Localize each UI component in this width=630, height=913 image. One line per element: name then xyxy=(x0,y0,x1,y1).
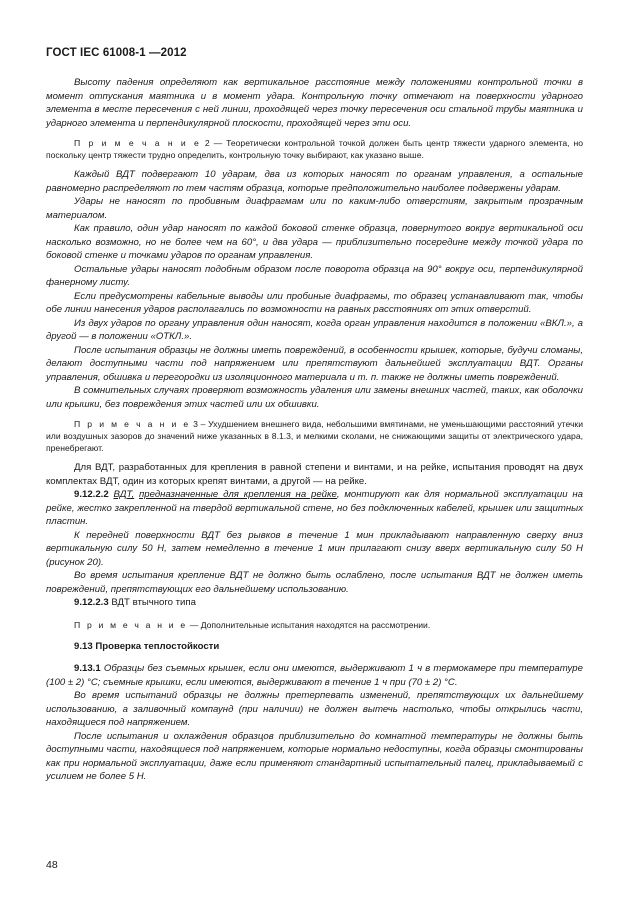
section-title: ВДТ втычного типа xyxy=(111,597,196,608)
section-text: Образцы без съемных крышек, если они имеются, выдерживают 1 ч в термокамере при температуре (100 ± 2) °С; съемные крышки, если имеются, выдерживают в течение 1 ч при (70 ± 2) °С. xyxy=(46,663,583,688)
section-9-12-2-3 xyxy=(46,596,583,610)
section-number: 9.13.1 xyxy=(74,663,101,674)
note-4-text: — Дополнительные испытания находятся на рассмотрении. xyxy=(189,619,431,630)
page-number: 48 xyxy=(46,859,58,871)
note-3 xyxy=(46,418,583,454)
note-3-label: П р и м е ч а н и е xyxy=(74,419,191,429)
paragraph-after-cooling: После испытания и охлаждения образцов приблизительно до комнатной температуры не должны быть доступными части, находящиеся под напряжением, которые нормально недоступны, когда образцы смонтированы как при нормальной эксплуатации, даже если применяют стандартный испытательный палец, прикладываемый с усилием не более 5 Н. xyxy=(46,730,583,782)
paragraph-vertical-force: К передней поверхности ВДТ без рывков в течение 1 мин прикладывают направленную сверху вниз вертикальную силу 50 Н, затем немедленно в течение 1 мин прилагают снизу вверх вертикальную силу 50 Н (рисунок 20). xyxy=(46,529,583,568)
section-number: 9.12.2.3 xyxy=(74,597,109,608)
section-rest: , монтируют как для нормальной эксплуатации на рейке, жестко закрепленной на твердой вертикальной стене, но без подключенных кабелей, крышек или защитных пластин. xyxy=(46,489,583,527)
paragraph-no-knockouts: Удары не наносят по пробивным диафрагмам или по каким-либо отверстиям, закрытым прозрачным материалом. xyxy=(46,196,583,221)
paragraph-ten-impacts: Каждый ВДТ подвергают 10 ударам, два из которых наносят по органам управления, а остальные равномерно распределяют по тем частям образца, которые предположительно наиболее подвержены ударам. xyxy=(46,169,583,194)
paragraph-cable-entries: Если предусмотрены кабельные выводы или пробиные диафрагмы, то образец устанавливают так, чтобы обе линии нанесения ударов располагались по возможности на равных расстояниях от этих отверстий. xyxy=(46,290,583,315)
paragraph-drop-height: Высоту падения определяют как вертикальное расстояние между положениями контрольной точки в момент отпускания маятника и в момент удара. Контрольную точку отмечают на поверхности ударного элемента в месте пересечения с ней линии, проходящей через точку пересечения оси стальной трубы маятника и ударного элемента и перпендикулярной плоскости, проходящей через эти оси. xyxy=(46,77,583,129)
document-header: ГОСТ IEC 61008-1 —2012 xyxy=(46,47,187,59)
paragraph-during-heat-test: Во время испытаний образцы не должны претерпевать изменений, препятствующих их дальнейшему использованию, а заливочный компаунд (при наличии) не должен вытечь настолько, чтобы открылись части, находящиеся под напряжением. xyxy=(46,690,583,728)
note-2-text: 2 — Теоретически контрольной точкой должен быть центр тяжести ударного элемента, но поскольку центр тяжести трудно определить, контрольную точку выбирают, как указано выше. xyxy=(46,138,583,160)
paragraph-after-test: После испытания образцы не должны иметь повреждений, в особенности крышек, которые, будучи сломаны, делают доступными части под напряжением или препятствуют дальнейшей эксплуатации ВДТ. Органы управления, обшивка и перегородки из изоляционного материала и т. п. также не должны иметь повреждений. xyxy=(46,344,583,383)
section-lead: ВДТ, xyxy=(113,489,135,500)
paragraph-screw-rail: Для ВДТ, разработанных для крепления в равной степени и винтами, и на рейке, испытания проводят на двух комплектах ВДТ, один из которых крепят винтами, а другой — на рейке. xyxy=(46,462,583,487)
note-2 xyxy=(46,137,583,161)
note-4-label: П р и м е ч а н и е xyxy=(74,619,188,630)
section-9-13-heading: 9.13 Проверка теплостойкости xyxy=(74,640,220,652)
section-9-13-1 xyxy=(46,662,583,689)
note-2-label: П р и м е ч а н и е xyxy=(74,138,201,148)
section-underlined: предназначенные для крепления на рейке xyxy=(139,489,337,500)
paragraph-on-off-positions: Из двух ударов по органу управления один наносят, когда орган управления находится в положении «ВКЛ.», а другой — в положении «ОТКЛ.». xyxy=(46,317,583,342)
section-number: 9.12.2.2 xyxy=(74,489,109,500)
note-4 xyxy=(46,619,583,631)
paragraph-doubtful-cases: В сомнительных случаях проверяют возможность удаления или замены внешних частей, таких, как оболочки или крышки, без повреждения этих частей или их обшивки. xyxy=(46,385,583,410)
note-3-text: 3 – Ухудшением внешнего вида, небольшими вмятинами, не уменьшающими расстояний утечки или воздушных зазоров до значений ниже указанных в 8.1.3, и мелкими сколами, не снижающими защиты от электрического удара, пренебрегают. xyxy=(46,419,583,453)
paragraph-fixing-not-loosened: Во время испытания крепление ВДТ не должно быть ослаблено, после испытания ВДТ не должен иметь повреждений, препятствующих его дальнейшему использованию. xyxy=(46,570,583,595)
document-body xyxy=(46,76,583,784)
section-9-12-2-2 xyxy=(46,488,583,529)
paragraph-remaining-impacts: Остальные удары наносят подобным образом после поворота образца на 90° вокруг оси, перпендикулярной фанерному листу. xyxy=(46,263,583,288)
paragraph-side-walls: Как правило, один удар наносят по каждой боковой стенке образца, повернутого вокруг вертикальной оси насколько возможно, но не более чем на 60°, и два удара — приблизительно посередине между точкой удара по боковой стенке и точками ударов по органам управления. xyxy=(46,223,583,261)
